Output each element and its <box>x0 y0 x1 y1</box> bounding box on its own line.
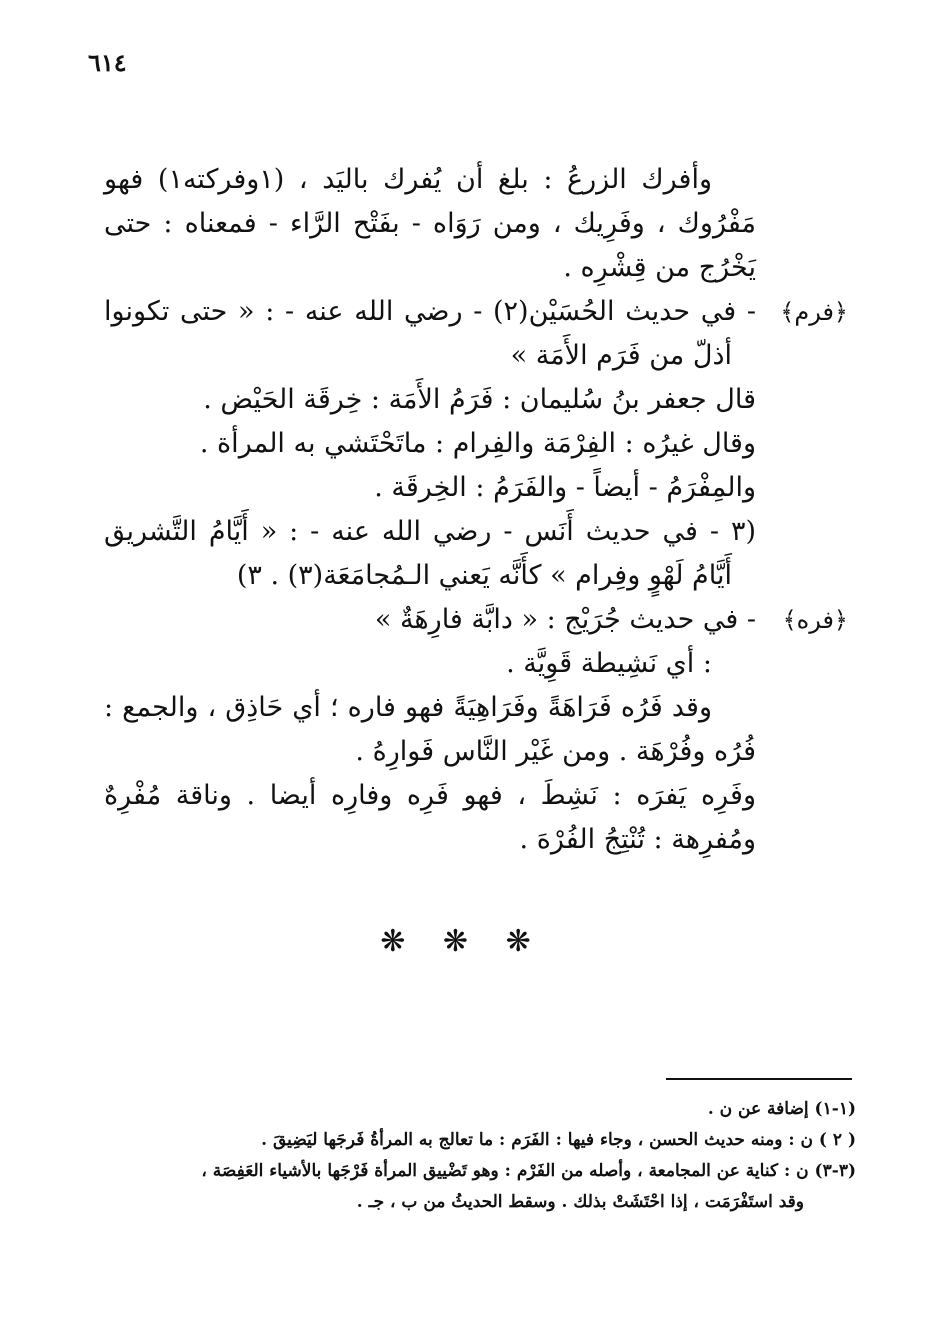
footnote-rule <box>666 1078 852 1080</box>
faram-mifram: والمِفْرَمُ - أيضاً - والفَرَمُ : الخِرقَة . <box>374 472 756 503</box>
main-text <box>104 158 848 862</box>
entry-faram <box>104 290 848 598</box>
fareh-meaning: : أي نَشِيطة قَوِيَّة . <box>506 648 712 679</box>
footnote-3: (٣-٣) ن : كناية عن المجامعة ، وأصله من الفَرْم : وهو تَضْييق المرأة فَرْجَها بالأشياء العَفِصَة ، <box>201 1161 856 1181</box>
faram-hadith-anas: (٣ - في حديث أَنَس - رضي الله عنه - : « أَيَّامُ التَّشريق أَيَّامُ لَهْوٍ وفِرام » كأَنَّه يَعني الـمُجامَعَة(٣) . ٣) <box>104 516 756 591</box>
footnote-1: (١-١) إضافة عن ن . <box>707 1099 856 1119</box>
headword-faram: ﴿فرم﴾ <box>780 298 848 326</box>
headword-fareh: ﴿فره﴾ <box>782 606 848 634</box>
footnote-3-continuation: وقد استَفْرَمَت ، إذا احْتَشَتْ بذلك . وسقط الحديثُ من ب ، جـ . <box>356 1192 804 1212</box>
entry-fareh <box>104 598 848 862</box>
faram-jafar-quote: قال جعفر بنُ سُليمان : فَرَمُ الأَمَة : خِرقَة الحَيْض . <box>203 384 756 415</box>
fareh-farih: وفَرِه يَفرَه : نَشِطَ ، فهو فَرِه وفارِه أيضا . وناقة مُفْرِهٌ ومُفرِهة : تُنْتِجُ الفُرْهَ . <box>104 780 756 855</box>
faram-other-quote: وقال غيرُه : الفِرْمَة والفِرام : ماتَحْتَشي به المرأة . <box>199 428 756 459</box>
footnote-2: ( ٢ ) ن : ومنه حديث الحسن ، وجاء فيها : الفَرَم : ما تعالج به المرأةُ فَرجَها ليَضِيقَ . <box>261 1130 856 1150</box>
faram-hadith-husayn: - في حديث الحُسَيْن(٢) - رضي الله عنه - : « حتى تكونوا أذلّ من فَرَم الأَمَة » <box>104 296 756 371</box>
footnotes <box>112 1094 856 1218</box>
fareh-faraha: وقد فَرُه فَرَاهَةً وفَرَاهِيَةً فهو فاره ؛ أي حَاذِق ، والجمع : فُرُه وفُرْهَة . ومن غَيْر النَّاس فَوارِهُ . <box>104 692 756 767</box>
section-separator: ❋ ❋ ❋ <box>380 924 545 959</box>
fareh-hadith-jurayj: - في حديث جُرَيْج : « دابَّة فارِهَةٌ » <box>374 604 756 635</box>
paragraph-farak: وأفرك الزرعُ : بلغ أن يُفرك باليَد ، (١وفركته١) فهو مَفْرُوك ، وفَرِيك ، ومن رَوَاه - بفَتْح الرَّاء - فمعناه : حتى يَخْرُج من قِشْرِه . <box>104 164 756 283</box>
page-number: ٦١٤ <box>88 48 127 77</box>
